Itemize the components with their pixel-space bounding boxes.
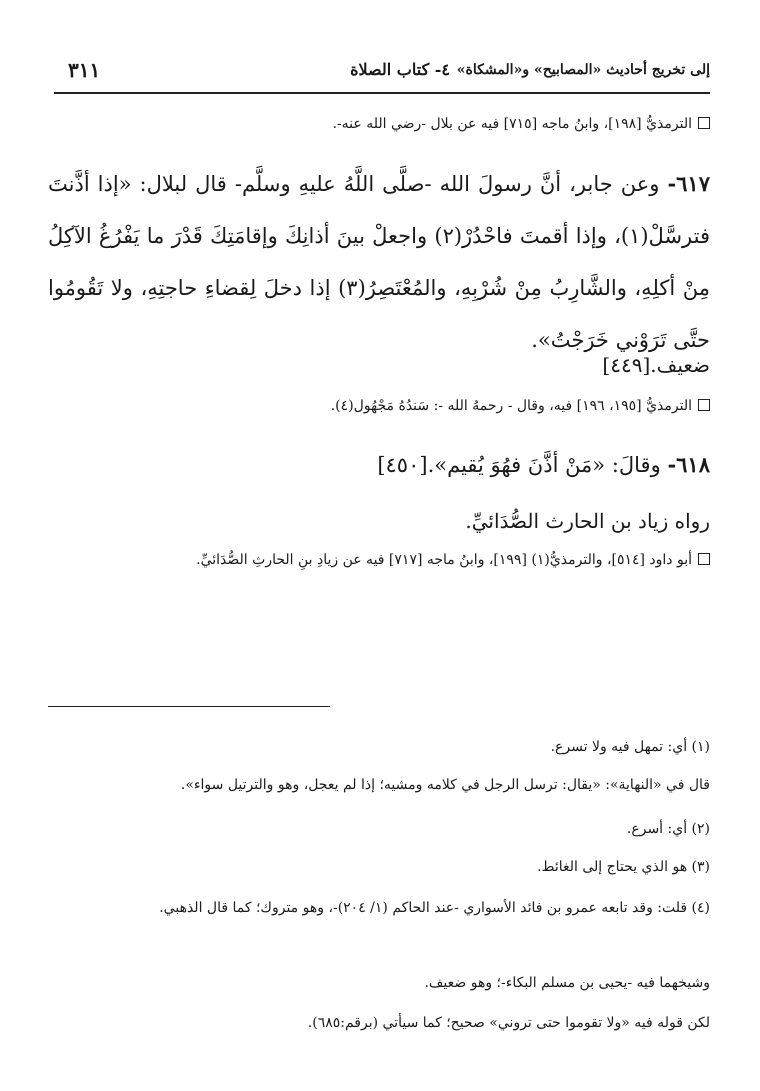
takhrij-previous — [48, 112, 710, 136]
footnote-2: (٢) أي: أسرع. — [626, 821, 710, 837]
footnote-4-cont-1: وشيخهما فيه -يحيى بن مسلم البكاء-؛ وهو ضعيف. — [424, 975, 710, 991]
footnote-divider — [48, 706, 330, 707]
page-number: ٣١١ — [68, 58, 101, 82]
square-marker-icon — [698, 553, 710, 565]
footnote-1-cont: قال في «النهاية»: «يقال: ترسل الرجل في كلامه ومشيه؛ إذا لم يعجل، وهو والترتيل سواء». — [180, 777, 710, 793]
footnote-3: (٣) هو الذي يحتاج إلى الغائط. — [537, 859, 710, 875]
takhrij-previous-text: الترمذيُّ [١٩٨]، وابنُ ماجه [٧١٥] فيه عن بلال -رضي الله عنه-. — [332, 116, 692, 132]
hadith-617 — [48, 158, 710, 366]
hadith-617-grade: ضعيف.[٤٤٩] — [602, 353, 710, 377]
square-marker-icon — [698, 399, 710, 411]
hadith-618-text: وقالَ: «مَنْ أذَّنَ فهُوَ يُقيم».[٤٥٠] — [377, 453, 661, 477]
footnote-4-cont-2: لكن قوله فيه «ولا تقوموا حتى تروني» صحيح؛ كما سيأتي (برقم:٦٨٥). — [307, 1015, 710, 1031]
book-title: إلى تخريج أحاديث «المصابيح» و«المشكاة» — [456, 62, 710, 78]
footnote-1: (١) أي: تمهل فيه ولا تسرع. — [550, 739, 710, 755]
square-marker-icon — [698, 117, 710, 129]
hadith-618-number: ٦١٨- — [667, 452, 710, 477]
hadith-617-takhrij — [48, 394, 710, 418]
hadith-618 — [48, 448, 710, 482]
hadith-618-takhrij — [48, 548, 710, 572]
running-header — [54, 52, 710, 94]
chapter-title: ٤- كتاب الصلاة — [350, 60, 450, 79]
footnote-4: (٤) قلت: وقد تابعه عمرو بن فائد الأسواري -عند الحاكم (١/ ٢٠٤)-، وهو متروك؛ كما قال الذهبي. — [159, 900, 710, 916]
hadith-617-takhrij-text: الترمذيُّ [١٩٥، ١٩٦] فيه، وقال - رحمهُ الله -: سَندُهُ مَجْهُول(٤). — [330, 398, 692, 414]
hadith-617-number: ٦١٧- — [667, 171, 710, 196]
hadith-618-takhrij-text: أبو داود [٥١٤]، والترمذيُّ(١) [١٩٩]، وابنُ ماجه [٧١٧] فيه عن زيادِ بنِ الحارثِ الصُّدَائيِّ. — [196, 552, 692, 568]
hadith-617-text: وعن جابر، أنَّ رسولَ الله -صلَّى اللَّهُ عليهِ وسلَّم- قال لبلال: «إذا أذَّنتَ فترسَّلْ(١)، وإذا أقمتَ فاحْدُرْ(٢) واجعلْ بينَ أذانِكَ وإقامَتِكَ قَدْرَ ما يَفْرُغُ الآكِلُ مِنْ أكلِهِ، والشَّارِبُ مِنْ شُرْبِهِ، والمُعْتَصِرُ(٣) إذا دخلَ لِقضاءِ حاجتِهِ، ولا تَقُومُوا حتَّى تَرَوْني خَرَجْتُ». — [48, 172, 710, 352]
hadith-618-narration: رواه زياد بن الحارث الصُّدَائيِّ. — [465, 509, 710, 533]
